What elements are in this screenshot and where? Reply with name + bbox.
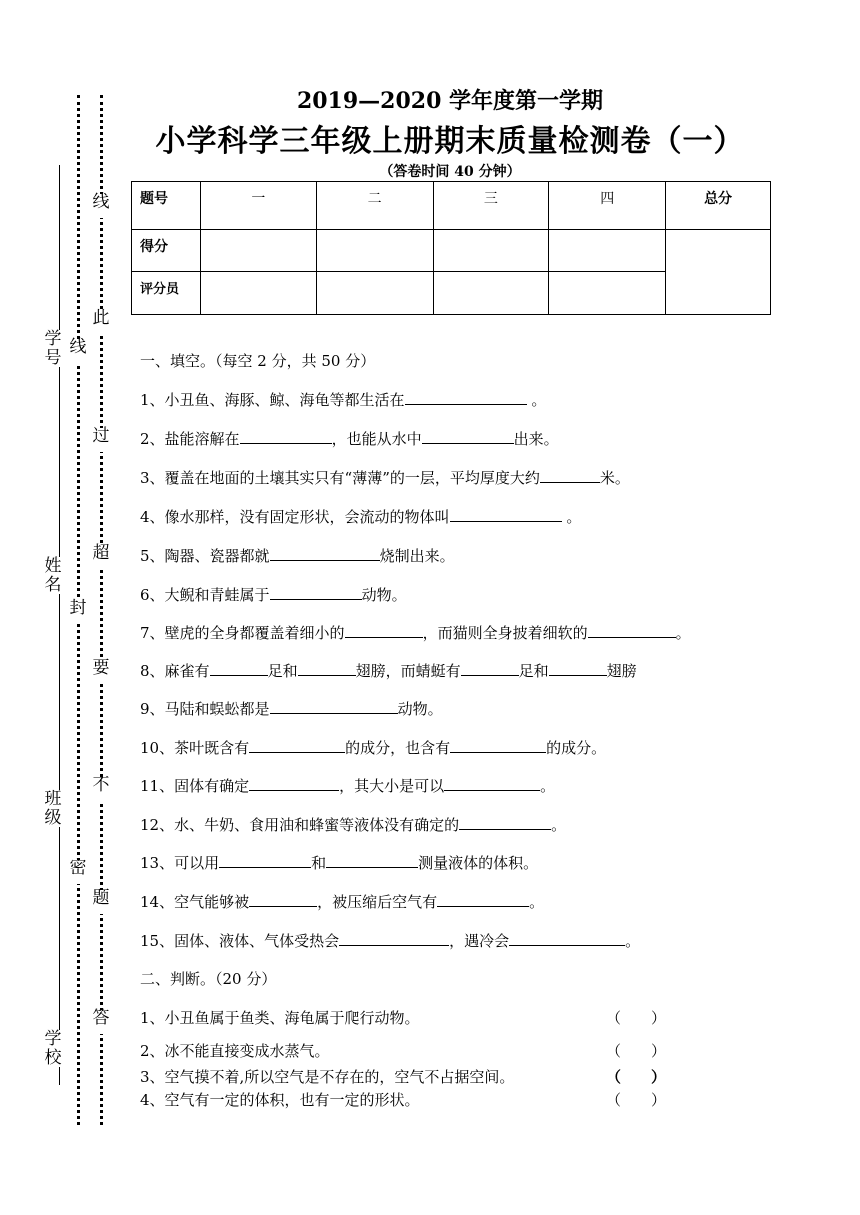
score-cell[interactable]	[549, 230, 666, 272]
answer-blank[interactable]	[540, 467, 600, 483]
answer-blank[interactable]	[509, 930, 625, 946]
answer-blank[interactable]	[249, 891, 317, 907]
item-number: 8、	[140, 662, 165, 680]
field-line	[59, 165, 60, 1085]
item-text: 烧制出来。	[379, 547, 455, 565]
item-text: 马陆和蜈蚣都是	[164, 700, 270, 718]
fill-item-2	[140, 428, 559, 449]
fill-item-12	[140, 814, 566, 835]
item-text: 的成分。	[546, 739, 607, 757]
judge-item-2: 2、冰不能直接变成水蒸气。	[140, 1042, 330, 1060]
item-text: 动物。	[361, 586, 407, 604]
grader-cell[interactable]	[316, 272, 433, 315]
warn-char-7: 题	[89, 890, 113, 914]
item-number: 6、	[140, 586, 165, 604]
answer-blank[interactable]	[270, 698, 398, 714]
answer-blank[interactable]	[437, 891, 529, 907]
warn-char-1: 线	[89, 194, 113, 218]
fill-item-14	[140, 891, 544, 912]
fill-item-8	[140, 660, 637, 681]
score-table	[131, 181, 771, 315]
answer-blank[interactable]	[219, 852, 311, 868]
item-number: 9、	[140, 700, 165, 718]
item-text: 。	[551, 816, 567, 834]
item-text: 陶器、瓷器都就	[164, 547, 270, 565]
warn-char-6: 不	[89, 777, 113, 801]
score-row	[132, 230, 771, 272]
class-label: 班级	[40, 790, 66, 827]
item-text: ，而猫则全身披着细软的	[422, 624, 588, 642]
score-cell[interactable]	[433, 230, 549, 272]
answer-blank[interactable]	[422, 428, 514, 444]
total-header: 总分	[666, 182, 771, 230]
exam-title: 小学科学三年级上册期末质量检测卷（一）	[155, 124, 745, 159]
answer-blank[interactable]	[249, 775, 339, 791]
judge-item-3: 3、空气摸不着,所以空气是不存在的，空气不占据空间。	[140, 1068, 515, 1086]
fill-item-9	[140, 698, 443, 719]
item-text: 像水那样，没有固定形状，会流动的物体叫	[164, 508, 450, 526]
answer-blank[interactable]	[405, 389, 527, 405]
score-cell[interactable]	[316, 230, 433, 272]
answer-blank[interactable]	[549, 660, 607, 676]
item-text: 茶叶既含有	[174, 739, 250, 757]
fill-item-15	[140, 930, 640, 951]
item-text: 水、牛奶、食用油和蜂蜜等液体没有确定的	[174, 816, 460, 834]
warn-char-2: 此	[89, 310, 113, 334]
fill-item-5	[140, 545, 455, 566]
judge-item-1: 1、小丑鱼属于鱼类、海龟属于爬行动物。	[140, 1009, 420, 1027]
item-text: 固体有确定	[174, 777, 250, 795]
answer-blank[interactable]	[461, 660, 519, 676]
item-text: ，遇冷会	[449, 932, 510, 950]
seal-char-mi: 密	[66, 860, 90, 884]
judge-item-4: 4、空气有一定的体积，也有一定的形状。	[140, 1091, 420, 1109]
fill-item-6	[140, 584, 407, 605]
item-text: ，被压缩后空气有	[317, 893, 438, 911]
item-text: 固体、液体、气体受热会	[174, 932, 340, 950]
item-text: 足和	[267, 662, 298, 680]
fill-item-7	[140, 622, 691, 643]
warning-dotted-line	[100, 95, 103, 1125]
warn-char-4: 超	[89, 545, 113, 569]
item-text: 翅膀	[606, 662, 637, 680]
answer-blank[interactable]	[588, 622, 676, 638]
school-year: 2019—2020 学年度第一学期	[296, 88, 604, 114]
judge-answer-parens[interactable]: （ ）	[606, 1091, 667, 1109]
item-text: 。	[540, 777, 556, 795]
item-text: 大鲵和青蛙属于	[164, 586, 270, 604]
item-number: 13、	[140, 854, 175, 872]
grader-row-label: 评分员	[132, 272, 201, 315]
fill-item-11	[140, 775, 555, 796]
item-text: 。	[625, 932, 641, 950]
answer-blank[interactable]	[326, 852, 418, 868]
answer-blank[interactable]	[459, 814, 551, 830]
judge-answer-parens[interactable]: （ ）	[606, 1042, 667, 1060]
warn-char-8: 答	[89, 1010, 113, 1034]
header-part-1: 一	[200, 182, 316, 230]
grader-cell[interactable]	[200, 272, 316, 315]
item-text: ，也能从水中	[331, 430, 422, 448]
question-number-header: 题号	[132, 182, 201, 230]
header-part-2: 二	[316, 182, 433, 230]
warn-char-5: 要	[89, 660, 113, 684]
section-1-heading: 一、填空。（每空 2 分，共 50 分）	[140, 352, 376, 370]
item-number: 4、	[140, 508, 165, 526]
seal-char-xian: 线	[66, 339, 90, 363]
answer-blank[interactable]	[249, 737, 345, 753]
judge-answer-parens[interactable]: （ ）	[606, 1009, 667, 1027]
item-number: 2、	[140, 430, 165, 448]
answer-blank[interactable]	[450, 737, 546, 753]
answer-blank[interactable]	[270, 584, 362, 600]
item-number: 7、	[140, 624, 165, 642]
item-text: 小丑鱼、海豚、鲸、海龟等都生活在	[164, 391, 405, 409]
item-number: 14、	[140, 893, 175, 911]
item-text: 。	[675, 624, 691, 642]
answer-blank[interactable]	[270, 545, 380, 561]
name-label: 姓名	[40, 557, 66, 594]
table-header-row	[132, 182, 771, 230]
item-number: 10、	[140, 739, 175, 757]
item-text: 翅膀，而蜻蜓有	[355, 662, 461, 680]
item-text: 。	[529, 893, 545, 911]
item-text: 盐能溶解在	[164, 430, 240, 448]
score-cell[interactable]	[200, 230, 316, 272]
fill-item-10	[140, 737, 606, 758]
score-row-label: 得分	[132, 230, 201, 272]
seal-char-feng: 封	[66, 600, 90, 624]
fill-item-4	[140, 506, 581, 527]
item-text: 壁虎的全身都覆盖着细小的	[164, 624, 345, 642]
grader-cell[interactable]	[433, 272, 549, 315]
fill-item-13	[140, 852, 538, 873]
answer-blank[interactable]	[210, 660, 268, 676]
header-part-4: 四	[549, 182, 666, 230]
answer-blank[interactable]	[240, 428, 332, 444]
answer-blank[interactable]	[444, 775, 540, 791]
item-text: 足和	[518, 662, 549, 680]
item-text: 覆盖在地面的土壤其实只有“薄薄”的一层，平均厚度大约	[164, 469, 540, 487]
warn-char-3: 过	[89, 428, 113, 452]
item-number: 12、	[140, 816, 175, 834]
school-label: 学校	[40, 1030, 66, 1067]
section-2-heading: 二、判断。（20 分）	[140, 970, 277, 988]
item-text: 。	[561, 508, 582, 526]
item-text: 和	[311, 854, 327, 872]
fill-item-3	[140, 467, 630, 488]
item-number: 1、	[140, 391, 165, 409]
item-number: 11、	[140, 777, 175, 795]
item-number: 3、	[140, 469, 165, 487]
item-text: 测量液体的体积。	[418, 854, 539, 872]
judge-answer-parens[interactable]: （ ）	[606, 1068, 667, 1086]
item-text: 动物。	[397, 700, 443, 718]
item-number: 5、	[140, 547, 165, 565]
fill-item-1	[140, 389, 546, 410]
total-score-cell[interactable]	[666, 230, 771, 315]
answer-blank[interactable]	[450, 506, 562, 522]
item-text: 空气能够被	[174, 893, 250, 911]
item-text: 。	[526, 391, 547, 409]
student-id-label: 学号	[40, 330, 66, 367]
item-number: 15、	[140, 932, 175, 950]
answer-blank[interactable]	[298, 660, 356, 676]
item-text: 出来。	[513, 430, 559, 448]
answer-blank[interactable]	[339, 930, 449, 946]
item-text: 的成分，也含有	[345, 739, 451, 757]
time-limit: （答卷时间 40 分钟）	[379, 164, 521, 180]
item-text: 麻雀有	[164, 662, 210, 680]
header-part-3: 三	[433, 182, 549, 230]
item-text: 米。	[599, 469, 630, 487]
item-text: ，其大小是可以	[339, 777, 445, 795]
answer-blank[interactable]	[345, 622, 423, 638]
grader-cell[interactable]	[549, 272, 666, 315]
item-text: 可以用	[174, 854, 220, 872]
